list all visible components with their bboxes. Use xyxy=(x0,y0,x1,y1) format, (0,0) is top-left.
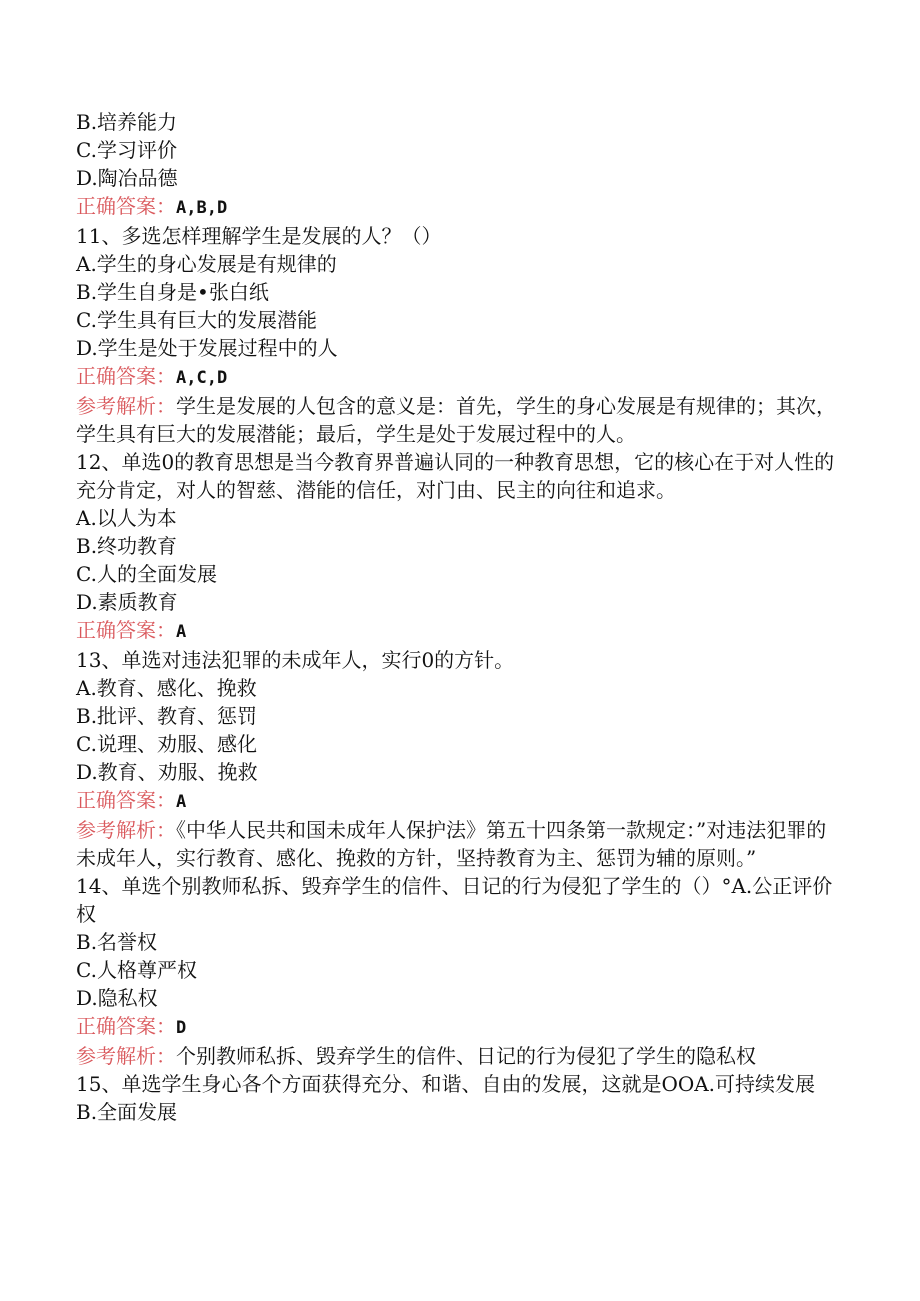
answer-label: 正确答案： xyxy=(76,618,176,642)
option-d: D.隐私权 xyxy=(76,986,158,1010)
option-d: D.素质教育 xyxy=(76,590,178,614)
reference-analysis xyxy=(76,816,836,872)
option-c: C.学生具有巨大的发展潜能 xyxy=(76,308,317,332)
option-a: A.学生的身心发展是有规律的 xyxy=(76,252,337,276)
option-d: D.教育、劝服、挽救 xyxy=(76,760,258,784)
analysis-text: 个别教师私拆、毁弃学生的信件、日记的行为侵犯了学生的隐私权 xyxy=(176,1044,756,1068)
correct-answer xyxy=(76,192,836,222)
option-c: C.人格尊严权 xyxy=(76,958,197,982)
question-14: 14、单选个别教师私拆、毁弃学生的信件、日记的行为侵犯了学生的（）°A.公正评价权 xyxy=(76,874,833,926)
option-a: A.以人为本 xyxy=(76,506,177,530)
correct-answer xyxy=(76,616,836,646)
answer-label: 正确答案： xyxy=(76,788,176,812)
question-15: 15、单选学生身心各个方面获得充分、和谐、自由的发展，这就是OOA.可持续发展 xyxy=(76,1072,816,1096)
option-b: B.名誉权 xyxy=(76,930,158,954)
correct-answer xyxy=(76,786,836,816)
option-c: C.说理、劝服、感化 xyxy=(76,732,257,756)
analysis-label: 参考解析： xyxy=(76,818,176,842)
analysis-label: 参考解析： xyxy=(76,394,176,418)
question-12: 12、单选0的教育思想是当今教育界普遍认同的一种教育思想，它的核心在于对人性的充分肯定，对人的智慈、潜能的信任，对门由、民主的向往和追求。 xyxy=(76,450,835,502)
document-page xyxy=(76,108,836,1126)
option-a: A.教育、感化、挽救 xyxy=(76,676,257,700)
reference-analysis xyxy=(76,392,836,448)
correct-answer xyxy=(76,362,836,392)
option-c: C.人的全面发展 xyxy=(76,562,217,586)
option-d: D.学生是处于发展过程中的人 xyxy=(76,336,338,360)
option-b: B.学生自身是•张白纸 xyxy=(76,280,269,304)
answer-label: 正确答案： xyxy=(76,194,176,218)
answer-value: A xyxy=(176,792,187,812)
correct-answer xyxy=(76,1012,836,1042)
analysis-text: 《中华人民共和国未成年人保护法》第五十四条第一款规定：”对违法犯罪的未成年人，实行教育、感化、挽救的方针，坚持教育为主、惩罚为辅的原则。” xyxy=(76,818,827,870)
answer-value: D xyxy=(176,1018,187,1038)
answer-value: A,C,D xyxy=(176,368,228,388)
option-b: B.培养能力 xyxy=(76,110,178,134)
answer-value: A xyxy=(176,622,187,642)
question-11: 11、多选怎样理解学生是发展的人？（） xyxy=(76,224,442,248)
question-13: 13、单选对违法犯罪的未成年人，实行0的方针。 xyxy=(76,648,515,672)
answer-value: A,B,D xyxy=(176,198,228,218)
option-b: B.终功教育 xyxy=(76,534,178,558)
answer-label: 正确答案： xyxy=(76,1014,176,1038)
option-d: D.陶冶品德 xyxy=(76,166,178,190)
option-c: C.学习评价 xyxy=(76,138,177,162)
option-b: B.批评、教育、惩罚 xyxy=(76,704,258,728)
option-b: B.全面发展 xyxy=(76,1100,178,1124)
answer-label: 正确答案： xyxy=(76,364,176,388)
analysis-label: 参考解析： xyxy=(76,1044,176,1068)
reference-analysis xyxy=(76,1042,836,1070)
analysis-text: 学生是发展的人包含的意义是：首先，学生的身心发展是有规律的；其次，学生具有巨大的发展潜能；最后，学生是处于发展过程中的人。 xyxy=(76,394,836,446)
